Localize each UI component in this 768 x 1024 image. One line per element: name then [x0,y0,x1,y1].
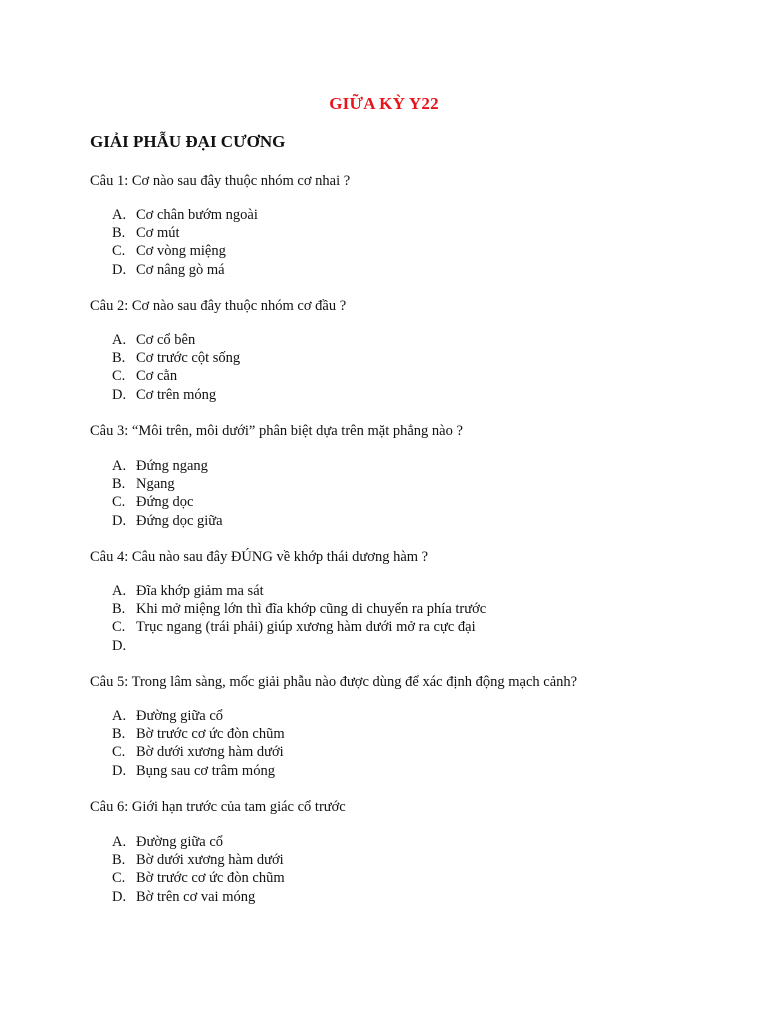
option-text: Đứng dọc giữa [136,512,223,529]
option-item [112,206,258,224]
option-text: Cơ trên móng [136,386,217,403]
option-text: Đứng ngang [136,458,208,474]
option-text: Đĩa khớp giảm ma sát [136,583,264,599]
option-item [112,869,285,887]
question-5: Câu 5: Trong lâm sàng, mốc giải phẫu nào được dùng để xác định động mạch cảnh? [90,674,578,690]
option-text: Khi mở miệng lớn thì đĩa khớp cũng di chuyển ra phía trước [136,601,487,618]
option-text: Đường giữa cổ [136,708,224,724]
option-letter: D. [112,637,127,654]
option-item [112,457,223,475]
option-letter: B. [112,225,126,242]
question-3: Câu 3: “Môi trên, môi dưới” phân biệt dựa trên mặt phẳng nào ? [90,423,463,439]
option-letter: B. [112,852,126,869]
option-letter: C. [112,368,126,385]
question-6: Câu 6: Giới hạn trước của tam giác cổ trước [90,799,346,815]
question-1-options [112,206,258,279]
option-item [112,725,285,743]
option-letter: C. [112,243,126,260]
question-4-options [112,582,486,655]
option-letter: A. [112,583,127,599]
question-5-options [112,707,285,780]
question-2-options [112,331,240,404]
option-letter: C. [112,619,126,636]
option-item [112,367,240,385]
option-letter: D. [112,888,127,905]
option-item [112,888,285,906]
option-text: Cơ chân bướm ngoài [136,207,258,223]
option-item [112,637,486,655]
option-text: Bờ trên cơ vai móng [136,888,256,905]
option-letter: B. [112,476,126,493]
option-letter: D. [112,261,127,278]
option-text: Bờ trước cơ ức đòn chũm [136,726,285,743]
option-letter: B. [112,726,126,743]
option-text: Cơ cổ bên [136,332,196,348]
question-3-options [112,457,223,530]
option-text: Trục ngang (trái phải) giúp xương hàm dưới mở ra cực đại [136,619,476,636]
option-letter: B. [112,601,126,618]
option-item [112,582,486,600]
option-letter: C. [112,744,126,761]
option-item [112,762,285,780]
option-letter: C. [112,494,126,511]
option-letter: A. [112,207,127,223]
option-text: Bờ dưới xương hàm dưới [136,852,284,869]
option-item [112,349,240,367]
option-letter: B. [112,350,126,367]
option-item [112,224,258,242]
option-item [112,851,285,869]
option-text: Ngang [136,476,175,493]
option-item [112,512,223,530]
option-text: Cơ vòng miệng [136,243,226,260]
option-item [112,743,285,761]
option-text: Đường giữa cổ [136,834,224,850]
option-item [112,833,285,851]
option-item [112,242,258,260]
option-text: Cơ cằn [136,368,178,385]
option-item [112,707,285,725]
option-letter: D. [112,512,127,529]
question-2: Câu 2: Cơ nào sau đây thuộc nhóm cơ đầu ? [90,298,347,314]
option-item [112,386,240,404]
option-text: Đứng dọc [136,494,194,511]
question-4: Câu 4: Câu nào sau đây ĐÚNG về khớp thái dương hàm ? [90,549,429,565]
option-letter: A. [112,834,127,850]
option-text: Bụng sau cơ trâm móng [136,762,275,779]
option-text: Bờ trước cơ ức đòn chũm [136,870,285,887]
option-item [112,600,486,618]
option-letter: D. [112,386,127,403]
option-item [112,261,258,279]
question-6-options [112,833,285,906]
option-text: Cơ trước cột sống [136,350,241,367]
option-letter: A. [112,458,127,474]
option-letter: A. [112,708,127,724]
option-text: Bờ dưới xương hàm dưới [136,744,284,761]
option-letter: C. [112,870,126,887]
option-text: Cơ mút [136,225,180,242]
question-1: Câu 1: Cơ nào sau đây thuộc nhóm cơ nhai ? [90,173,351,189]
option-item [112,493,223,511]
option-letter: D. [112,762,127,779]
option-text: Cơ nâng gò má [136,261,225,278]
option-letter: A. [112,332,127,348]
option-item [112,475,223,493]
option-item [112,618,486,636]
option-item [112,331,240,349]
section-heading: GIẢI PHẪU ĐẠI CƯƠNG [90,132,286,151]
document-title: GIỮA KỲ Y22 [329,94,439,113]
